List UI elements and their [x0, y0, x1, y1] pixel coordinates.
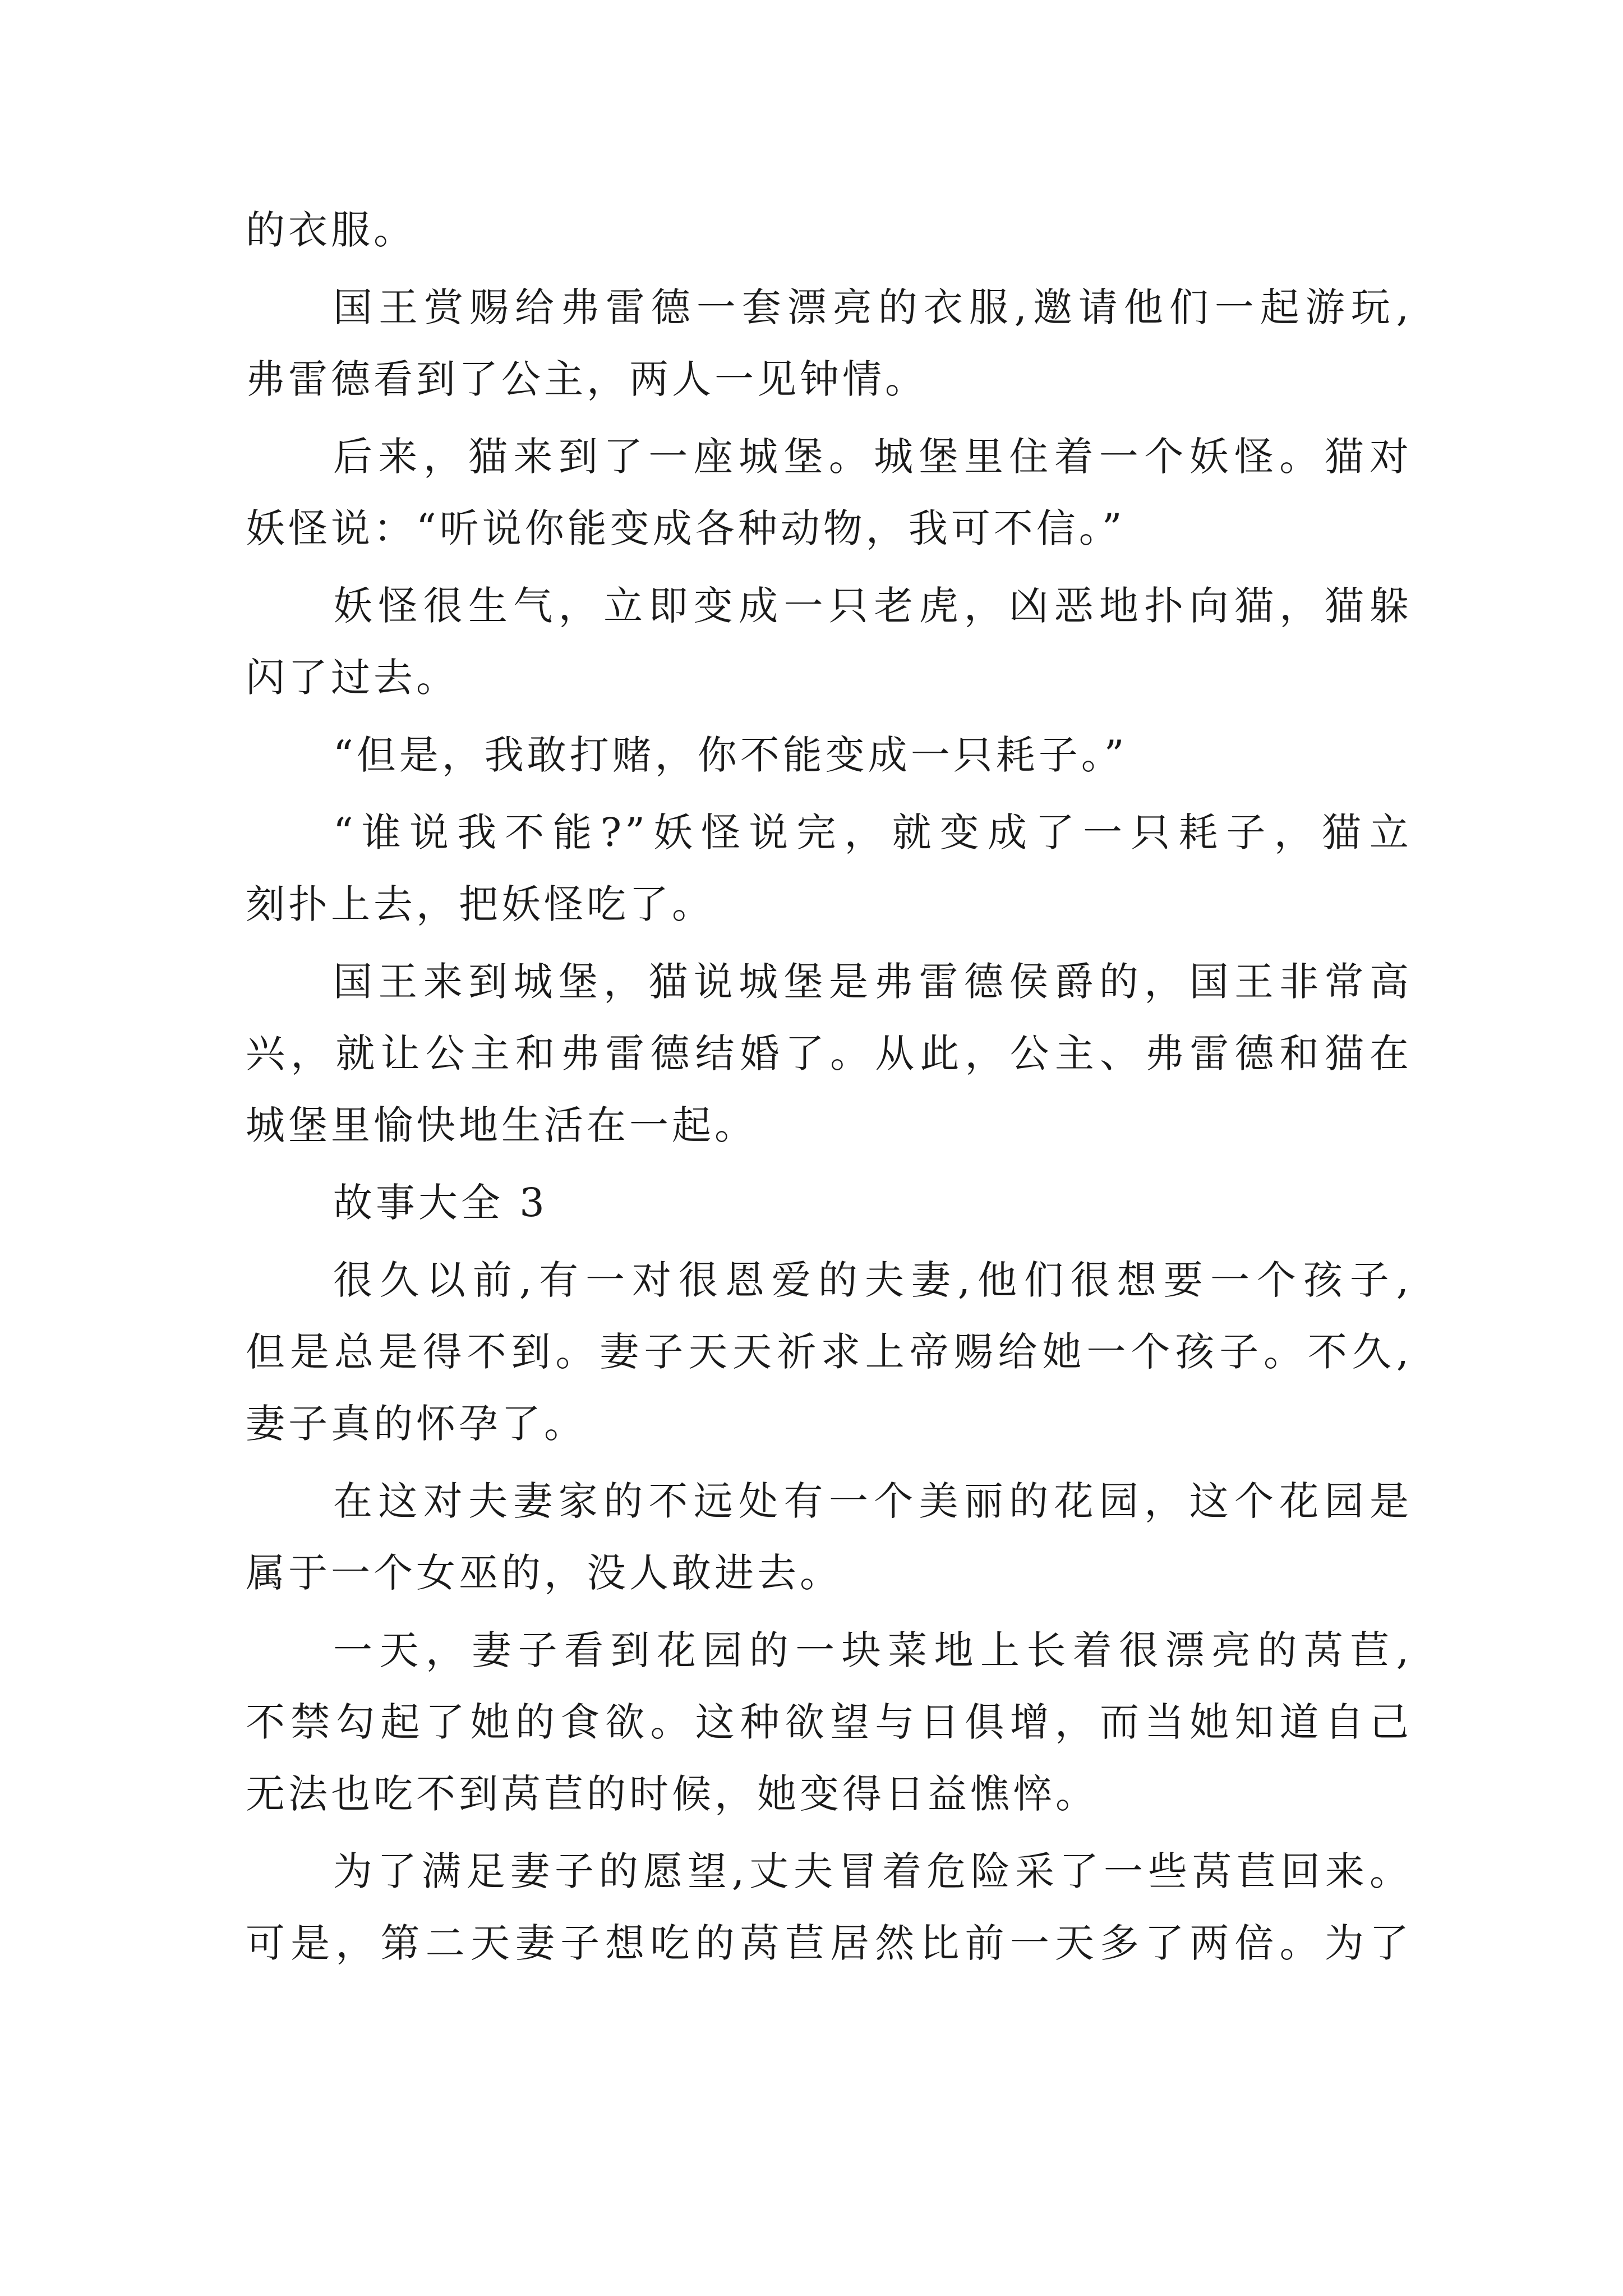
- text-line: 后来，猫来到了一座城堡。城堡里住着一个妖怪。猫对: [333, 434, 1412, 480]
- text-line: 但是总是得不到。妻子天天祈求上帝赐给她一个孩子。不久,: [246, 1329, 1412, 1375]
- text-line: 弗雷德看到了公主，两人一见钟情。: [246, 356, 928, 402]
- text-line: 国王来到城堡，猫说城堡是弗雷德侯爵的，国王非常高: [333, 959, 1412, 1005]
- text-line: 兴，就让公主和弗雷德结婚了。从此，公主、弗雷德和猫在: [246, 1030, 1412, 1076]
- text-line: 可是，第二天妻子想吃的莴苣居然比前一天多了两倍。为了: [246, 1920, 1412, 1966]
- text-line: 的衣服。: [246, 207, 416, 253]
- text-line: 妖怪说：“听说你能变成各种动物，我可不信。”: [246, 505, 1126, 551]
- text-line: 城堡里愉快地生活在一起。: [246, 1102, 757, 1148]
- text-line: 刻扑上去，把妖怪吃了。: [246, 881, 714, 927]
- text-line: 为了满足妻子的愿望,丈夫冒着危险采了一些莴苣回来。: [333, 1848, 1412, 1894]
- text-line: 闪了过去。: [246, 655, 459, 701]
- section-heading: 故事大全 3: [333, 1180, 548, 1226]
- text-line: 属于一个女巫的，没人敢进去。: [246, 1550, 842, 1596]
- text-line: 国王赏赐给弗雷德一套漂亮的衣服,邀请他们一起游玩,: [333, 284, 1412, 330]
- text-line: “但是，我敢打赌，你不能变成一只耗子。”: [333, 732, 1128, 778]
- text-line: 无法也吃不到莴苣的时候，她变得日益憔悴。: [246, 1771, 1098, 1817]
- text-line: 很久以前,有一对很恩爱的夫妻,他们很想要一个孩子,: [333, 1257, 1412, 1303]
- text-line: 在这对夫妻家的不远处有一个美丽的花园，这个花园是: [333, 1478, 1412, 1524]
- text-line: 妻子真的怀孕了。: [246, 1401, 587, 1447]
- text-line: “谁说我不能?”妖怪说完，就变成了一只耗子，猫立: [333, 809, 1412, 855]
- text-line: 一天，妻子看到花园的一块菜地上长着很漂亮的莴苣,: [333, 1627, 1412, 1673]
- text-line: 妖怪很生气，立即变成一只老虎，凶恶地扑向猫，猫躲: [333, 583, 1412, 629]
- text-line: 不禁勾起了她的食欲。这种欲望与日俱增，而当她知道自己: [246, 1699, 1412, 1745]
